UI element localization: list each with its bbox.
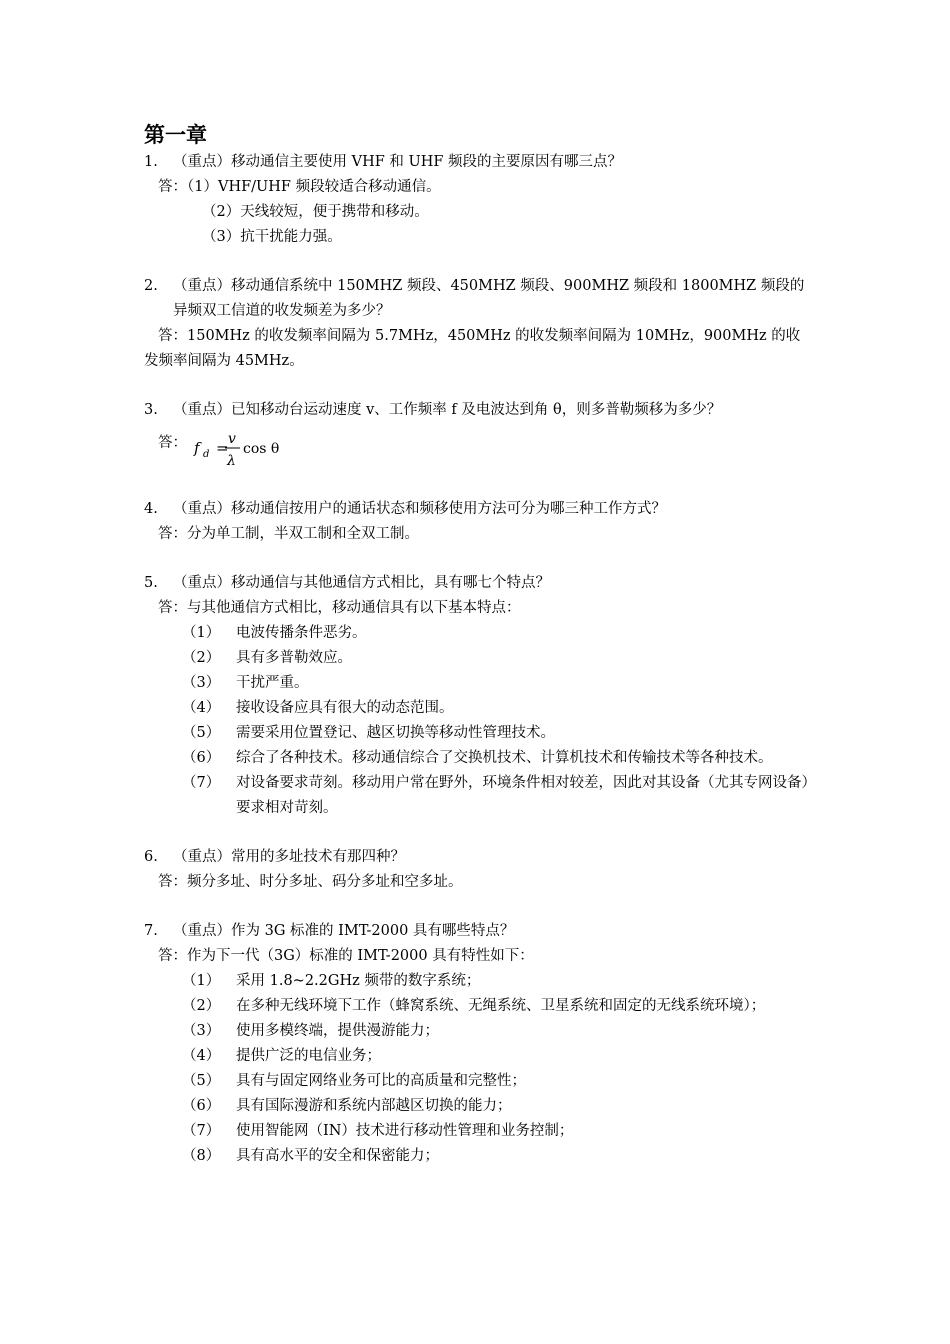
question-number: 5.	[144, 575, 158, 591]
question-number: 1.	[144, 154, 158, 170]
question-1	[144, 150, 809, 175]
answer-2: 答：150MHz 的收发频率间隔为 5.7MHz，450MHz 的收发频率间隔为 10MHz，900MHz 的收发频率间隔为 45MHz。	[144, 328, 801, 369]
formula-lhs: f	[194, 439, 200, 457]
item-number: （4）	[182, 1048, 221, 1064]
list-item	[144, 969, 809, 994]
list-item	[144, 721, 809, 746]
item-number: （8）	[182, 1148, 221, 1164]
item-number: （6）	[182, 1098, 221, 1114]
question-text: （重点）移动通信主要使用 VHF 和 UHF 频段的主要原因有哪三点？	[173, 154, 623, 170]
question-text: （重点）常用的多址技术有那四种？	[173, 849, 405, 865]
item-text: 在多种无线环境下工作（蜂窝系统、无绳系统、卫星系统和固定的无线系统环境）；	[236, 998, 766, 1014]
question-5	[144, 571, 809, 596]
list-item	[144, 646, 809, 671]
list-item	[144, 771, 809, 821]
question-number: 6.	[144, 849, 158, 865]
formula-tail: cos θ	[243, 441, 280, 457]
list-item	[144, 671, 809, 696]
item-number: （1）	[182, 973, 221, 989]
item-number: （3）	[182, 1023, 221, 1039]
formula-lhs-subscript: d	[203, 449, 210, 460]
question-3	[144, 398, 809, 423]
item-number: （6）	[182, 750, 221, 766]
spacer	[144, 895, 809, 919]
item-text: 提供广泛的电信业务；	[236, 1048, 381, 1064]
list-item	[144, 746, 809, 771]
answer-1-line-3: （3）抗干扰能力强。	[202, 229, 342, 245]
item-number: （1）	[182, 625, 221, 641]
question-6	[144, 845, 809, 870]
list-item	[144, 1144, 809, 1169]
item-number: （7）	[182, 775, 221, 791]
answer-1: 答：（1）VHF/UHF 频段较适合移动通信。	[158, 179, 441, 195]
item-text: 接收设备应具有很大的动态范围。	[236, 700, 454, 716]
question-text: （重点）作为 3G 标准的 IMT-2000 具有哪些特点？	[173, 923, 515, 939]
item-text: 采用 1.8~2.2GHz 频带的数字系统；	[236, 973, 481, 989]
answer-3	[144, 427, 809, 471]
doppler-formula	[190, 423, 320, 471]
spacer	[144, 473, 809, 497]
item-text: 具有高水平的安全和保密能力；	[236, 1148, 439, 1164]
list-item	[144, 1044, 809, 1069]
spacer	[144, 547, 809, 571]
item-number: （5）	[182, 725, 221, 741]
spacer	[144, 374, 809, 398]
item-number: （7）	[182, 1123, 221, 1139]
formula-denominator: λ	[227, 453, 236, 469]
question-text: （重点）移动通信按用户的通话状态和频移使用方法可分为哪三种工作方式？	[173, 501, 666, 517]
document-page	[144, 120, 809, 1169]
answer-label: 答：	[158, 435, 187, 451]
list-item	[144, 696, 809, 721]
answer-6: 答：频分多址、时分多址、码分多址和空多址。	[158, 874, 463, 890]
item-text: 具有多普勒效应。	[236, 650, 352, 666]
spacer	[144, 250, 809, 274]
list-item	[144, 994, 809, 1019]
item-text: 干扰严重。	[236, 675, 309, 691]
spacer	[144, 821, 809, 845]
list-item	[144, 1069, 809, 1094]
question-number: 2.	[144, 278, 158, 294]
chapter-title: 第一章	[144, 123, 207, 147]
question-4	[144, 497, 809, 522]
answer-5: 答：与其他通信方式相比，移动通信具有以下基本特点：	[158, 600, 521, 616]
list-item	[144, 621, 809, 646]
question-7	[144, 919, 809, 944]
item-number: （2）	[182, 998, 221, 1014]
item-text: 电波传播条件恶劣。	[236, 625, 367, 641]
item-text: 具有与固定网络业务可比的高质量和完整性；	[236, 1073, 526, 1089]
item-text: 需要采用位置登记、越区切换等移动性管理技术。	[236, 725, 555, 741]
question-number: 4.	[144, 501, 158, 517]
item-number: （3）	[182, 675, 221, 691]
formula-equals: =	[216, 439, 229, 457]
list-item	[144, 1094, 809, 1119]
item-number: （2）	[182, 650, 221, 666]
list-item	[144, 1019, 809, 1044]
question-number: 7.	[144, 923, 158, 939]
question-number: 3.	[144, 402, 158, 418]
question-text: （重点）移动通信与其他通信方式相比，具有哪七个特点？	[173, 575, 550, 591]
formula-numerator: v	[228, 431, 236, 447]
item-text: 对设备要求苛刻。移动用户常在野外，环境条件相对较差，因此对其设备（尤其专网设备）要求相对苛刻。	[236, 775, 809, 816]
question-text: （重点）已知移动台运动速度 v、工作频率 f 及电波达到角 θ，则多普勒频移为多少？	[173, 402, 722, 418]
question-2	[144, 274, 809, 324]
item-text: 综合了各种技术。移动通信综合了交换机技术、计算机技术和传输技术等各种技术。	[236, 750, 773, 766]
question-text: （重点）移动通信系统中 150MHZ 频段、450MHZ 频段、900MHZ 频段和 1800MHZ 频段的异频双工信道的收发频差为多少？	[173, 278, 805, 319]
answer-4: 答：分为单工制，半双工制和全双工制。	[158, 526, 419, 542]
answer-7: 答：作为下一代（3G）标准的 IMT-2000 具有特性如下：	[158, 948, 534, 964]
item-text: 具有国际漫游和系统内部越区切换的能力；	[236, 1098, 512, 1114]
list-item	[144, 1119, 809, 1144]
answer-1-line-2: （2）天线较短，便于携带和移动。	[202, 204, 429, 220]
item-number: （4）	[182, 700, 221, 716]
item-text: 使用多模终端，提供漫游能力；	[236, 1023, 439, 1039]
item-number: （5）	[182, 1073, 221, 1089]
item-text: 使用智能网（IN）技术进行移动性管理和业务控制；	[236, 1123, 574, 1139]
